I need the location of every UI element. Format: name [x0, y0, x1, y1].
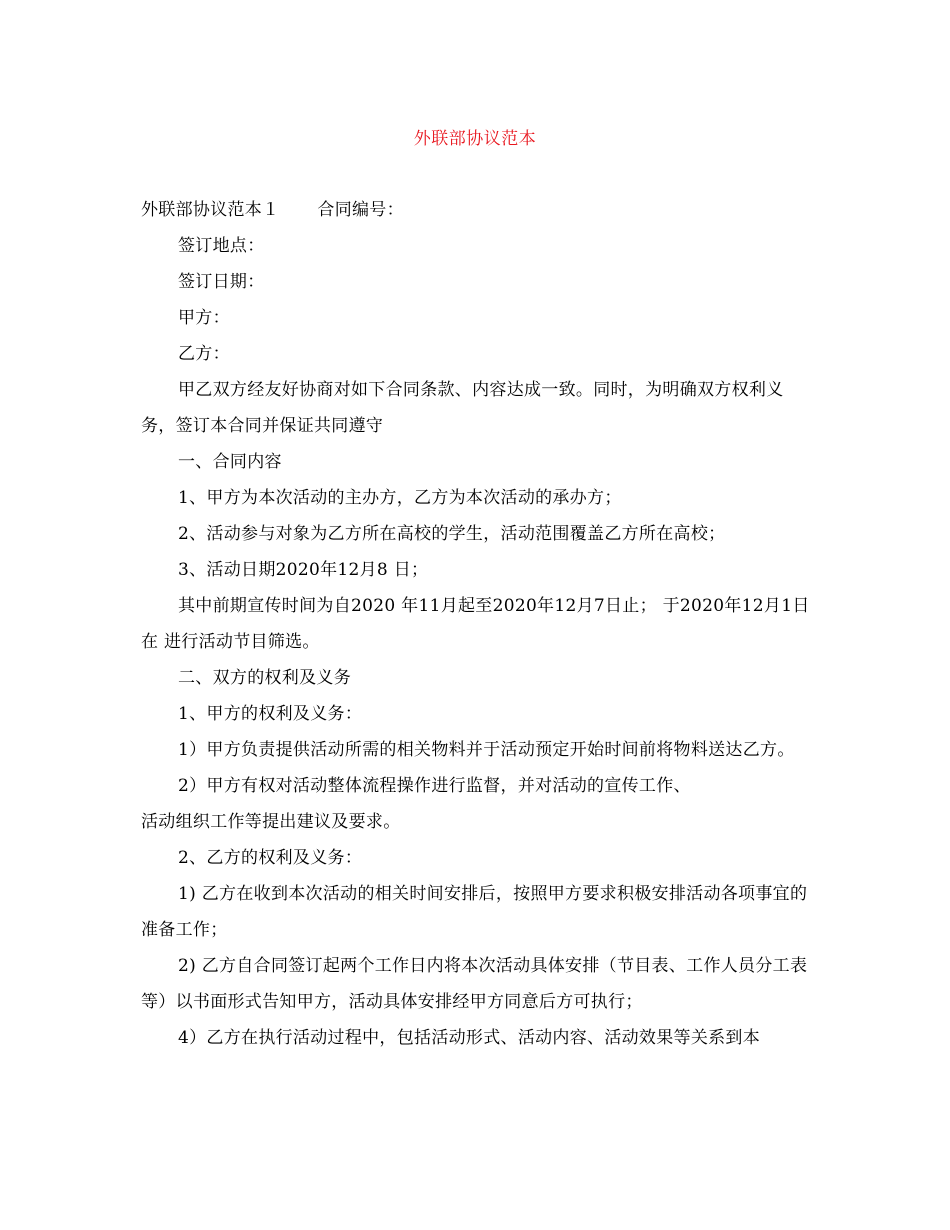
agreement-subtitle: 外联部协议范本１	[141, 200, 280, 220]
section-heading: 一、合同内容	[178, 452, 282, 472]
paragraph: 签订地点：	[178, 236, 265, 256]
paragraph: 活动组织工作等提出建议及要求。	[141, 812, 401, 832]
section-heading: 二、双方的权利及义务	[178, 668, 351, 688]
paragraph: 3、活动日期2020年12月8 日；	[178, 560, 429, 580]
paragraph: 签订日期：	[178, 272, 265, 292]
paragraph: 2）甲方有权对活动整体流程操作进行监督，并对活动的宣传工作、	[178, 776, 691, 796]
header-line	[141, 192, 817, 228]
paragraph: 2) 乙方自合同签订起两个工作日内将本次活动具体安排（节目表、工作人员分工表等）以书面形式告知甲方，活动具体安排经甲方同意后方可执行；	[141, 956, 808, 1012]
document-title: 外联部协议范本	[413, 129, 537, 149]
paragraph: 2、活动参与对象为乙方所在高校的学生，活动范围覆盖乙方所在高校；	[178, 524, 726, 544]
paragraph: 甲方：	[178, 308, 230, 328]
subsection-heading: 1、甲方的权利及义务：	[178, 704, 363, 724]
paragraph: 1、甲方为本次活动的主办方，乙方为本次活动的承办方；	[178, 488, 622, 508]
paragraph: 1）甲方负责提供活动所需的相关物料并于活动预定开始时间前将物料送达乙方。	[178, 740, 795, 760]
paragraph: 其中前期宣传时间为自2020 年11月起至2020年12月7日止； 于2020年12月1日在 进行活动节目筛选。	[141, 596, 810, 652]
paragraph: 4）乙方在执行活动过程中，包括活动形式、活动内容、活动效果等关系到本	[178, 1028, 761, 1048]
paragraph: 乙方：	[178, 344, 230, 364]
paragraph: 甲乙双方经友好协商对如下合同条款、内容达成一致。同时，为明确双方权利义务，签订本合同并保证共同遵守	[141, 380, 784, 436]
subsection-heading: 2、乙方的权利及义务：	[178, 848, 363, 868]
paragraph: 1) 乙方在收到本次活动的相关时间安排后，按照甲方要求积极安排活动各项事宜的准备工作；	[141, 884, 808, 940]
document-body	[141, 192, 817, 1056]
contract-number-label: 合同编号：	[317, 200, 404, 220]
